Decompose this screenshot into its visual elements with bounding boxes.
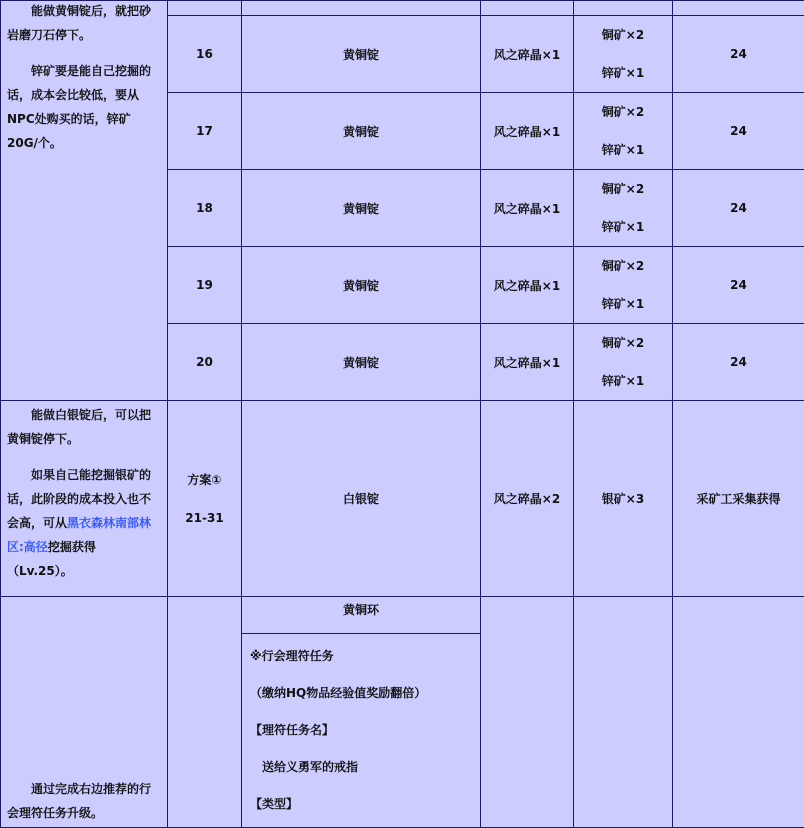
materials-cell xyxy=(574,93,673,170)
material-1: 铜矿×2 xyxy=(574,170,672,208)
note-guild xyxy=(1,597,168,828)
plan-label: 方案① xyxy=(168,461,241,499)
note-silver-p1: 能做白银锭后，可以把黄铜锭停下。 xyxy=(7,403,161,451)
material-1: 铜矿×2 xyxy=(574,16,672,54)
item-cell: 黄铜锭 xyxy=(242,16,481,93)
quest-line: 送给义勇军的戒指 xyxy=(250,749,472,786)
material-1: 铜矿×2 xyxy=(574,247,672,285)
note-silver-p2: 如果自己能挖掘银矿的话，此阶段的成本投入也不会高，可从黑衣森林南部林区:高径挖掘获得（Lv.25）。 xyxy=(7,463,161,583)
level-cell: 20 xyxy=(168,324,242,401)
plan-cell xyxy=(168,401,242,597)
level-cell: 17 xyxy=(168,93,242,170)
item-cell: 黄铜锭 xyxy=(242,324,481,401)
item-cell: 黄铜锭 xyxy=(242,93,481,170)
item-cell: 白银锭 xyxy=(242,401,481,597)
quest-line: 【理符任务名】 xyxy=(250,712,472,749)
table-row xyxy=(1,597,804,634)
note-brass xyxy=(1,1,168,401)
location-link[interactable]: 黑衣森林南部林区:高径 xyxy=(7,516,151,554)
level-cell: 18 xyxy=(168,170,242,247)
quest-line: ※行会理符任务 xyxy=(250,638,472,675)
item-cell: 黄铜环 xyxy=(242,597,481,634)
note-silver xyxy=(1,401,168,597)
material-2: 锌矿×1 xyxy=(574,54,672,92)
item-cell: 黄铜锭 xyxy=(242,247,481,324)
materials-cell xyxy=(574,247,673,324)
level-cell: 16 xyxy=(168,16,242,93)
crystal-cell: 风之碎晶×1 xyxy=(481,93,574,170)
cost-cell: 24 xyxy=(673,247,804,324)
materials-cell xyxy=(574,16,673,93)
item-cell: 黄铜锭 xyxy=(242,170,481,247)
note-guild-text: 通过完成右边推荐的行会理符任务升级。 xyxy=(7,777,161,825)
note-brass-p1: 能做黄铜锭后，就把砂岩磨刀石停下。 xyxy=(7,1,161,48)
table-row xyxy=(1,401,804,597)
materials-cell xyxy=(574,170,673,247)
crystal-cell: 风之碎晶×1 xyxy=(481,247,574,324)
cost-cell: 24 xyxy=(673,16,804,93)
materials-cell xyxy=(574,324,673,401)
quest-line: 【类型】 xyxy=(250,786,472,823)
quest-info-cell xyxy=(242,634,481,828)
material-2: 锌矿×1 xyxy=(574,285,672,323)
material-2: 锌矿×1 xyxy=(574,131,672,169)
crystal-cell: 风之碎晶×1 xyxy=(481,170,574,247)
crystal-cell: 风之碎晶×1 xyxy=(481,16,574,93)
material-2: 锌矿×1 xyxy=(574,362,672,400)
level-cell: 19 xyxy=(168,247,242,324)
cost-cell: 24 xyxy=(673,324,804,401)
material-1: 铜矿×2 xyxy=(574,93,672,131)
cost-cell: 24 xyxy=(673,93,804,170)
level-range: 21-31 xyxy=(168,499,241,537)
crystal-cell: 风之碎晶×2 xyxy=(481,401,574,597)
table-row xyxy=(1,1,804,16)
note-brass-p2: 锌矿要是能自己挖掘的话，成本会比较低，要从NPC处购买的话，锌矿20G/个。 xyxy=(7,59,161,155)
quest-line: （缴纳HQ物品经验值奖励翻倍） xyxy=(250,675,472,712)
crystal-cell: 风之碎晶×1 xyxy=(481,324,574,401)
cost-cell: 24 xyxy=(673,170,804,247)
cost-cell: 采矿工采集获得 xyxy=(673,401,804,597)
material-2: 锌矿×1 xyxy=(574,208,672,246)
material-1: 铜矿×2 xyxy=(574,324,672,362)
materials-cell: 银矿×3 xyxy=(574,401,673,597)
